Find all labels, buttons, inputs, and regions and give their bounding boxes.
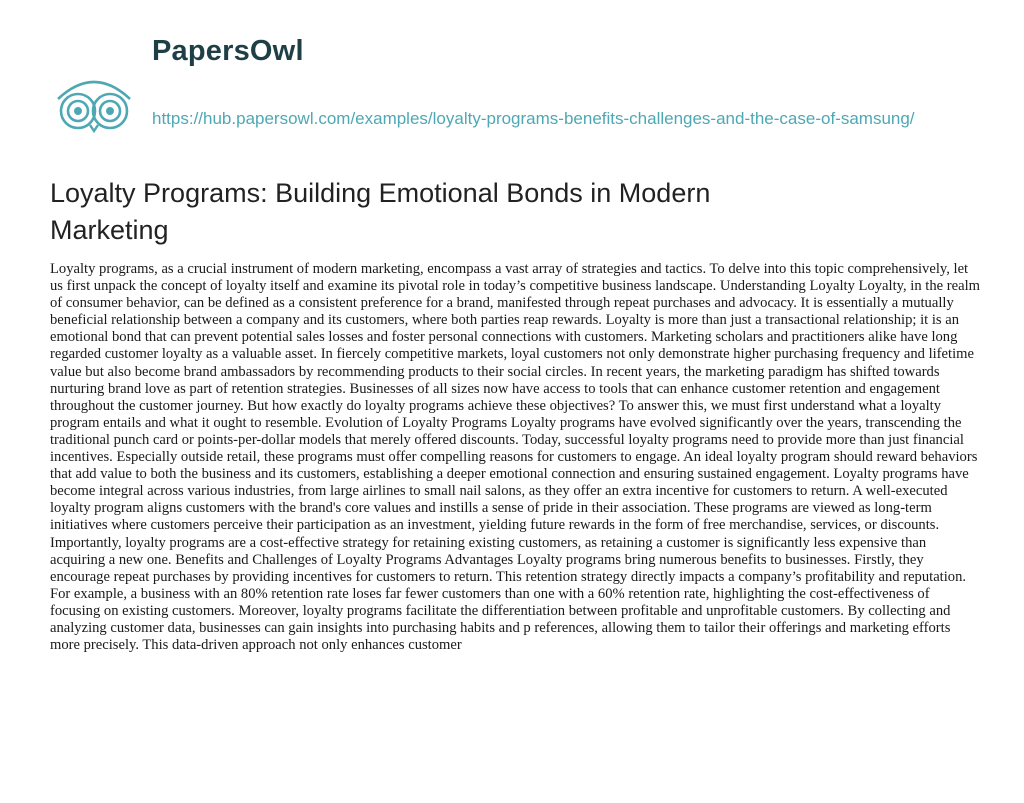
owl-eyes-logo-icon[interactable]	[50, 59, 138, 147]
brand-name[interactable]: PapersOwl	[152, 35, 304, 67]
article-title: Loyalty Programs: Building Emotional Bonds in Modern Marketing	[50, 178, 711, 245]
site-header	[50, 35, 990, 155]
article-body: Loyalty programs, as a crucial instrument of modern marketing, encompass a vast array of strategies and tactics. To delve into this topic comprehensively, let us first unpack the concept of loyalty itself and examine its pivotal role in today’s competitive business landscape. Understanding Loyalty Loyalty, in the realm of consumer behavior, can be defined as a consistent preference for a brand, manifested through repeat purchases and advocacy. It is essentially a mutually beneficial relationship between a company and its customers, where both parties reap rewards. Loyalty is more than just a transactional relationship; it is an emotional bond that can prevent potential sales losses and foster personal connections with customers. Marketing scholars and practitioners alike have long regarded customer loyalty as a valuable asset. In fiercely competitive markets, loyal customers not only demonstrate higher purchasing frequency and lifetime value but also become brand ambassadors by recommending products to their social circles. In recent years, the marketing paradigm has shifted towards nurturing brand love as part of retention strategies. Businesses of all sizes now have access to tools that can enhance customer retention and engagement throughout the customer journey. But how exactly do loyalty programs achieve these objectives? To answer this, we must first understand what a loyalty program entails and what it ought to resemble. Evolution of Loyalty Programs Loyalty programs have evolved significantly over the years, transcending the traditional punch card or points-per-dollar models that merely offered discounts. Today, successful loyalty programs need to provide more than just financial incentives. Especially outside retail, these programs must offer compelling reasons for customers to engage. An ideal loyalty program should reward behaviors that add value to both the business and its customers, establishing a deeper emotional connection and ensuring sustained engagement. Loyalty programs have become integral across various industries, from large airlines to small nail salons, as they offer an extra incentive for customers to return. A well-executed loyalty program aligns customers with the brand's core values and instills a sense of pride in their association. These programs are viewed as long-term initiatives where customers perceive their participation as an investment, yielding future rewards in the form of free merchandise, services, or discounts. Importantly, loyalty programs are a cost-effective strategy for retaining existing customers, as retaining a customer is significantly less expensive than acquiring a new one. Benefits and Challenges of Loyalty Programs Advantages Loyalty programs bring numerous benefits to businesses. Firstly, they encourage repeat purchases by providing incentives for customers to return. This retention strategy directly impacts a company’s profitability and reputation. For example, a business with an 80% retention rate loses far fewer customers than one with a 60% retention rate, highlighting the cost-effectiveness of focusing on existing customers. Moreover, loyalty programs facilitate the differentiation between profitable and unprofitable customers. By collecting and analyzing customer data, businesses can gain insights into purchasing habits and p references, allowing them to tailor their offerings and marketing efforts more precisely. This data-driven approach not only enhances customer	[50, 261, 980, 654]
source-url-link[interactable]: https://hub.papersowl.com/examples/loyalty-programs-benefits-challenges-and-the-case-of-samsung/	[152, 109, 915, 128]
